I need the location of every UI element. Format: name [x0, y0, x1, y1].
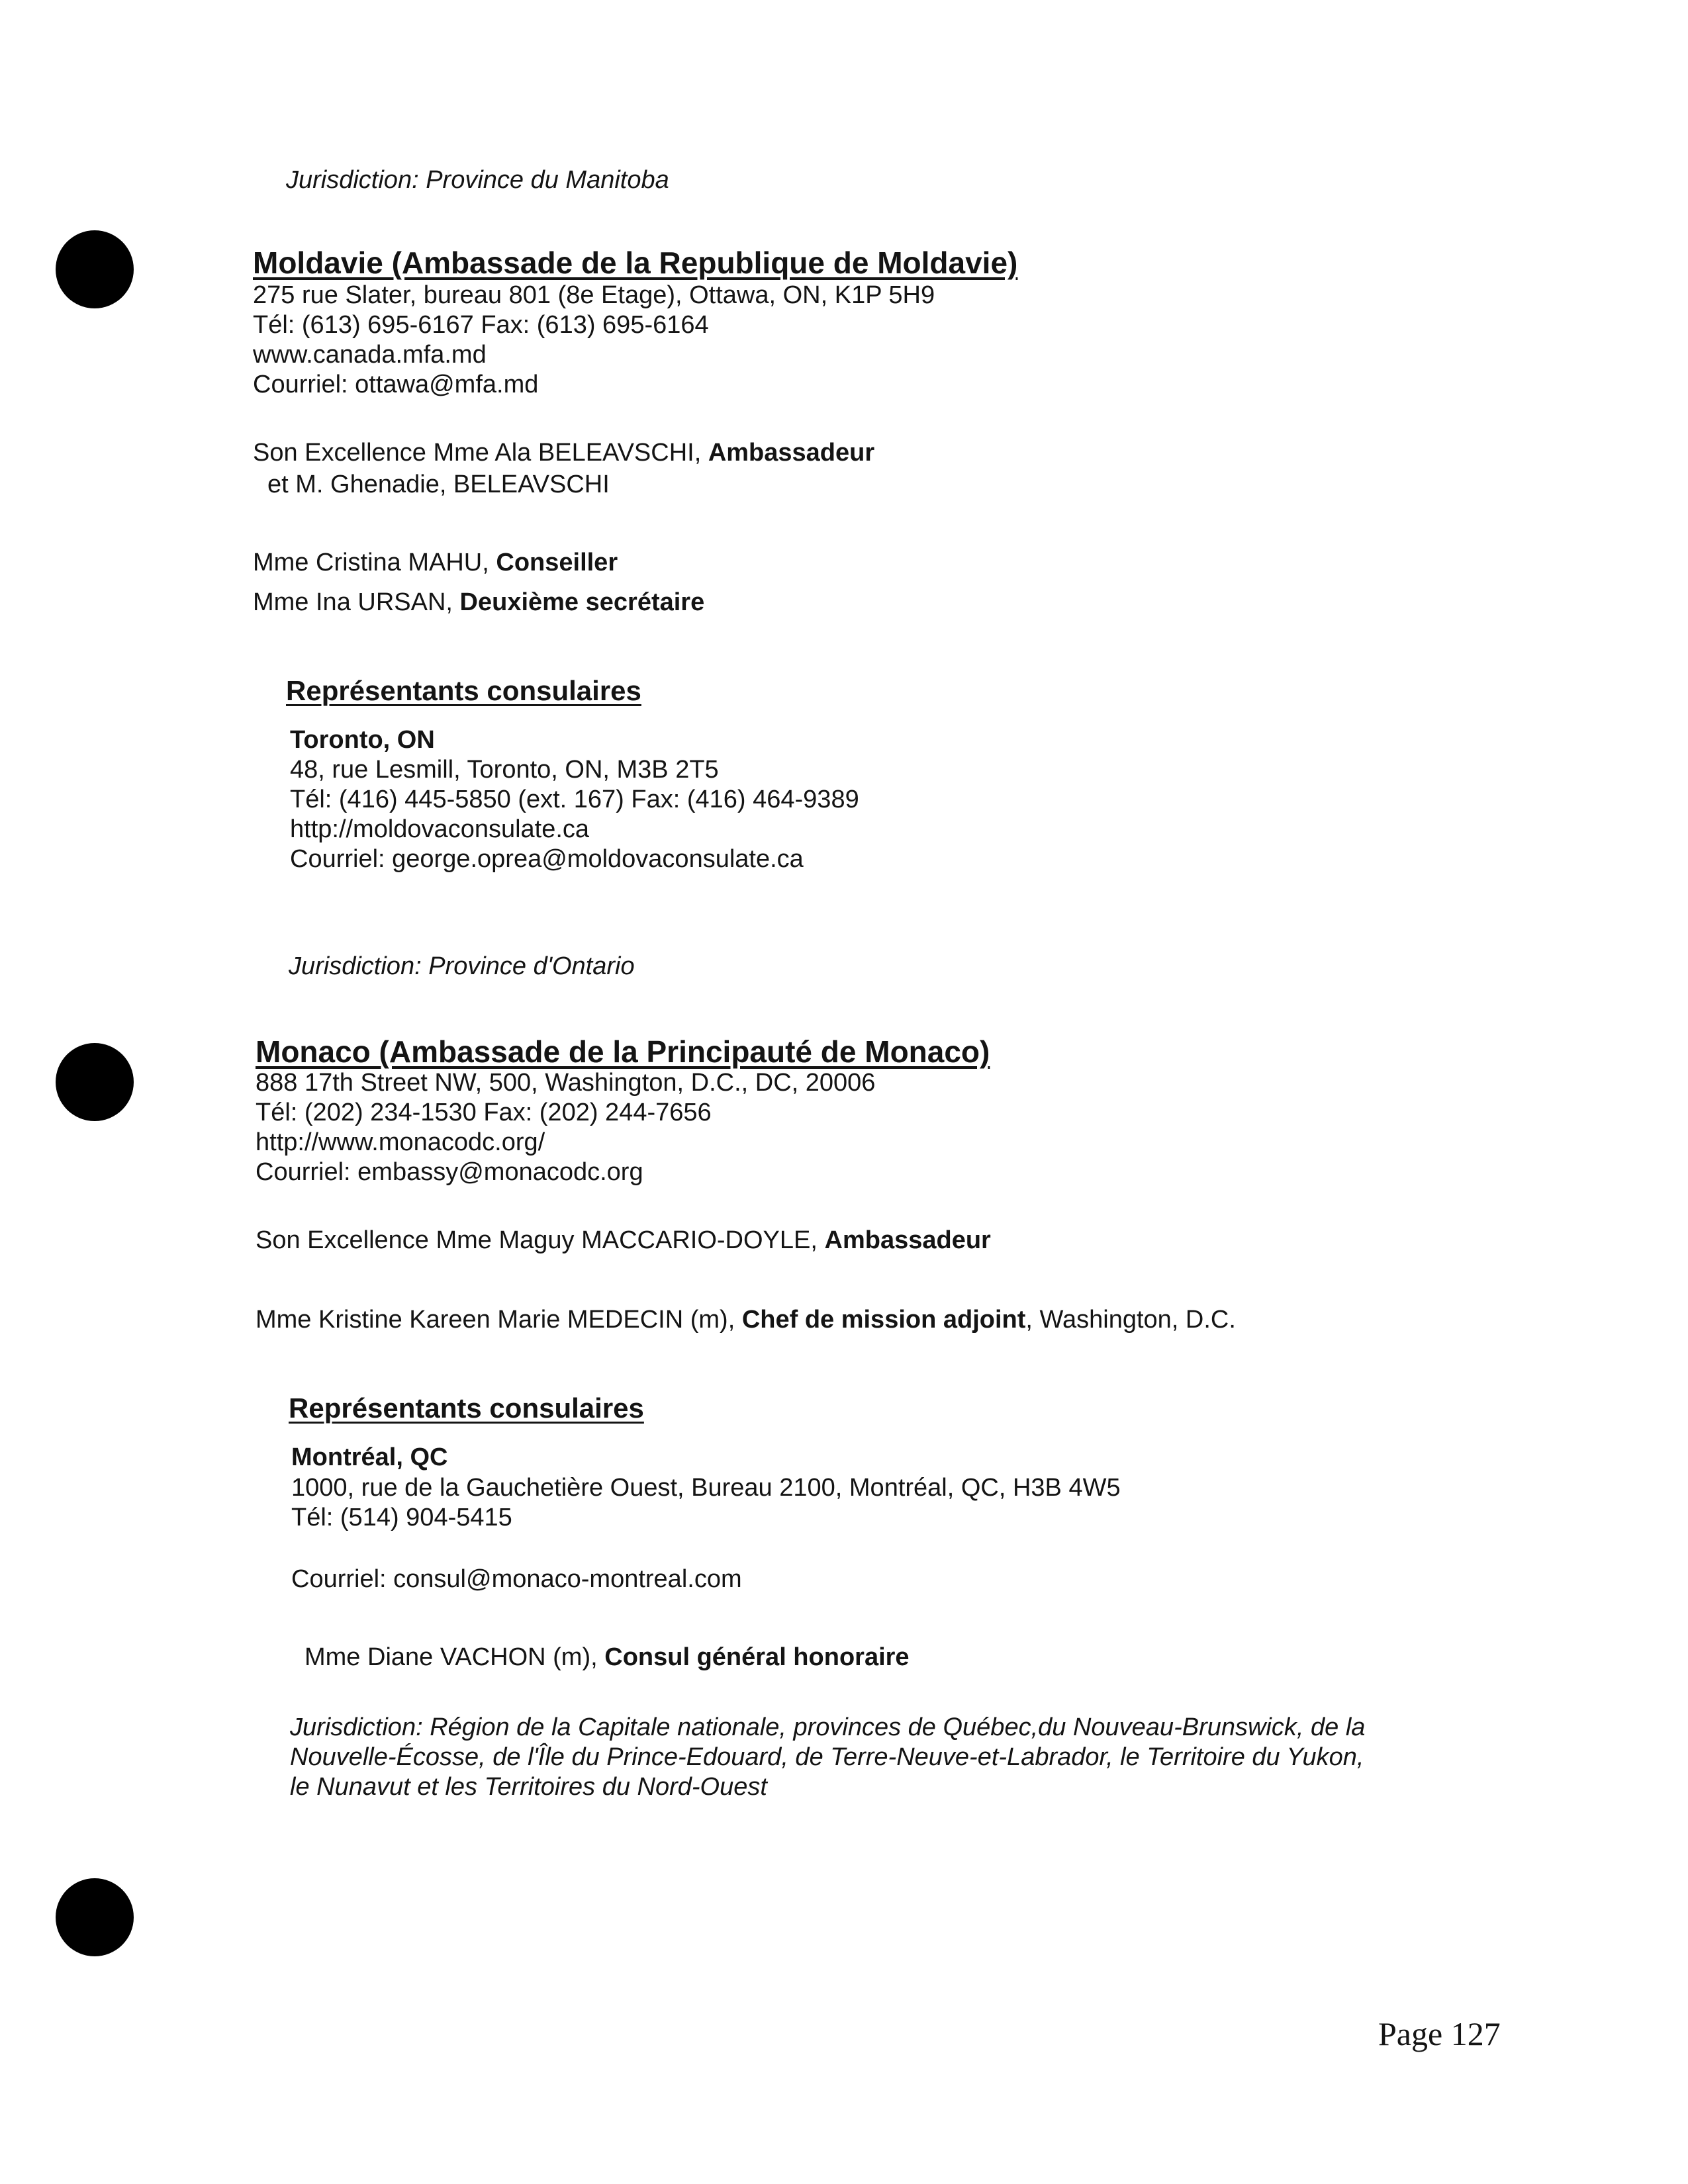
punch-hole-bottom	[56, 1878, 134, 1956]
monaco-deputy	[256, 1305, 1236, 1335]
monaco-consular-block	[291, 1473, 1121, 1533]
punch-hole-top	[56, 230, 134, 308]
monaco-consular-email: Courriel: consul@monaco-montreal.com	[291, 1565, 742, 1593]
moldavie-phone: Tél: (613) 695-6167 Fax: (613) 695-6164	[253, 311, 709, 339]
moldavie-consular-email: Courriel: george.oprea@moldovaconsulate.ca	[290, 845, 804, 873]
monaco-ambassador-title: Ambassadeur	[824, 1226, 991, 1254]
monaco-deputy-location: , Washington, D.C.	[1025, 1306, 1236, 1334]
moldavie-staff1-title: Conseiller	[496, 549, 618, 576]
monaco-consul-name: Mme Diane VACHON (m),	[305, 1643, 598, 1671]
monaco-deputy-title: Chef de mission adjoint	[741, 1306, 1026, 1334]
monaco-consular-phone: Tél: (514) 904-5415	[291, 1504, 512, 1531]
top-jurisdiction: Jurisdiction: Province du Manitoba	[286, 166, 669, 194]
moldavie-email: Courriel: ottawa@mfa.md	[253, 371, 539, 398]
moldavie-consular-address: 48, rue Lesmill, Toronto, ON, M3B 2T5	[290, 756, 719, 784]
punch-hole-middle	[56, 1043, 134, 1121]
monaco-consul	[305, 1643, 910, 1672]
monaco-phone: Tél: (202) 234-1530 Fax: (202) 244-7656	[256, 1099, 712, 1126]
moldavie-consular-phone: Tél: (416) 445-5850 (ext. 167) Fax: (416) 464-9389	[290, 786, 859, 813]
monaco-deputy-name: Mme Kristine Kareen Marie MEDECIN (m),	[256, 1306, 735, 1334]
moldavie-staff1-name: Mme Cristina MAHU,	[253, 549, 489, 576]
moldavie-consular-city: Toronto, ON	[290, 726, 435, 754]
monaco-consular-city: Montréal, QC	[291, 1443, 448, 1471]
monaco-consular-address: 1000, rue de la Gauchetière Ouest, Bureau 2100, Montréal, QC, H3B 4W5	[291, 1474, 1121, 1502]
moldavie-contact-block	[253, 281, 935, 400]
moldavie-consular-website: http://moldovaconsulate.ca	[290, 815, 590, 843]
page-number: Page 127	[1378, 2015, 1501, 2052]
moldavie-website: www.canada.mfa.md	[253, 341, 487, 369]
moldavie-address: 275 rue Slater, bureau 801 (8e Etage), Ottawa, ON, K1P 5H9	[253, 281, 935, 309]
moldavie-consular-jurisdiction: Jurisdiction: Province d'Ontario	[289, 952, 635, 980]
moldavie-staff1	[253, 548, 618, 578]
monaco-contact-block	[256, 1068, 875, 1187]
moldavie-staff2	[253, 588, 704, 617]
moldavie-ambassador-name: Son Excellence Mme Ala BELEAVSCHI,	[253, 439, 702, 467]
moldavie-consular-heading: Représentants consulaires	[286, 675, 641, 706]
moldavie-spouse: et M. Ghenadie, BELEAVSCHI	[267, 471, 610, 498]
moldavie-consular-block	[290, 755, 859, 874]
monaco-jurisdiction-line-2: Nouvelle-Écosse, de l'Île du Prince-Edouard, de Terre-Neuve-et-Labrador, le Territoire du Yukon,	[290, 1743, 1364, 1771]
monaco-consular-jurisdiction	[290, 1713, 1365, 1802]
monaco-ambassador	[256, 1226, 991, 1255]
moldavie-ambassador	[253, 438, 874, 468]
moldavie-staff2-name: Mme Ina URSAN,	[253, 588, 453, 616]
monaco-jurisdiction-line-1: Jurisdiction: Région de la Capitale nationale, provinces de Québec,du Nouveau-Brunswick, de la	[290, 1713, 1366, 1741]
monaco-consular-heading: Représentants consulaires	[289, 1392, 644, 1424]
moldavie-staff2-title: Deuxième secrétaire	[459, 588, 705, 616]
monaco-address: 888 17th Street NW, 500, Washington, D.C., DC, 20006	[256, 1069, 876, 1097]
monaco-ambassador-name: Son Excellence Mme Maguy MACCARIO-DOYLE,	[256, 1226, 818, 1254]
moldavie-ambassador-title: Ambassadeur	[708, 439, 875, 467]
monaco-jurisdiction-line-3: le Nunavut et les Territoires du Nord-Ouest	[290, 1773, 767, 1801]
monaco-title: Monaco (Ambassade de la Principauté de Monaco)	[256, 1034, 990, 1069]
monaco-consul-title: Consul général honoraire	[604, 1643, 910, 1671]
monaco-email: Courriel: embassy@monacodc.org	[256, 1158, 643, 1186]
monaco-website: http://www.monacodc.org/	[256, 1128, 545, 1156]
moldavie-title: Moldavie (Ambassade de la Republique de Moldavie)	[253, 246, 1018, 280]
